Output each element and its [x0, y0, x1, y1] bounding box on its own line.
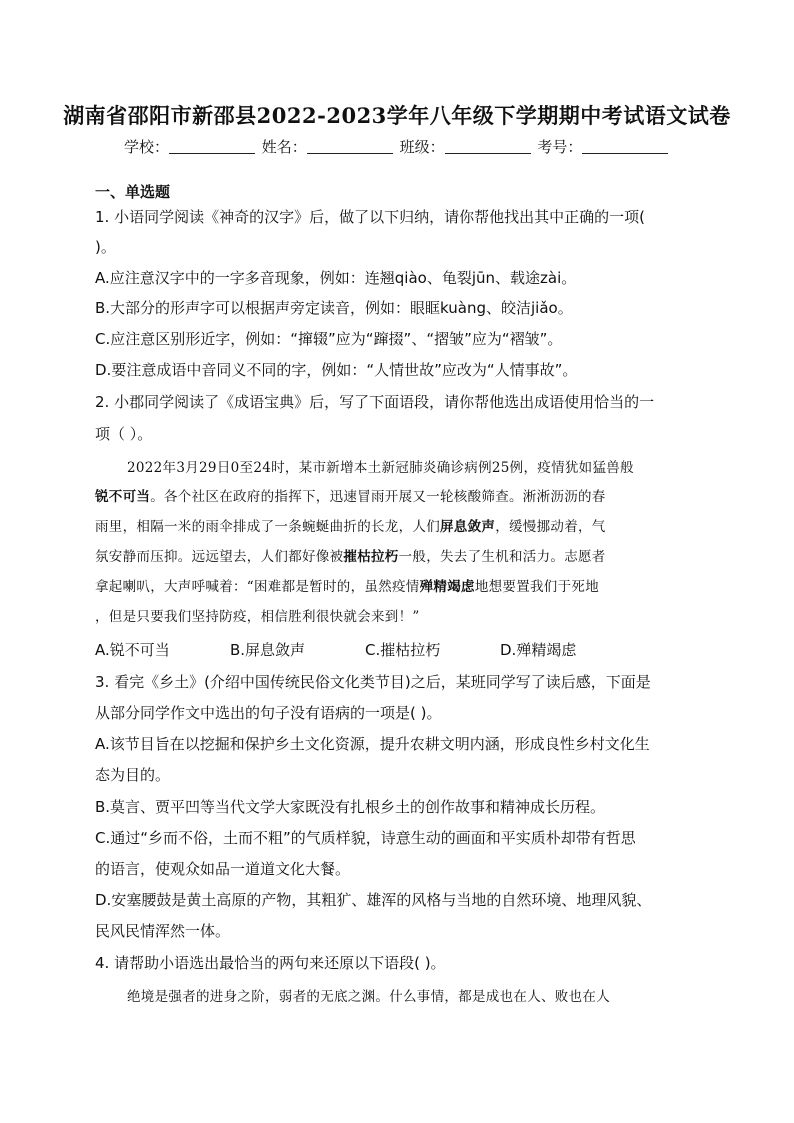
- name-blank: [307, 139, 393, 154]
- idiom-2: 屏息敛声: [440, 519, 496, 535]
- q4-stem: 4. 请帮助小语选出最恰当的两句来还原以下语段( )。: [95, 954, 446, 972]
- q2-passage-line4: 氛安静而压抑。远远望去，人们都好像被摧枯拉朽一般，失去了生机和活力。志愿者: [95, 549, 606, 565]
- section-heading: 一、单选题: [95, 183, 171, 201]
- q3-option-c-line1: C.通过“乡而不俗，土而不粗”的气质样貌，诗意生动的画面和平实质朴却带有哲思: [95, 829, 636, 847]
- q3-stem-line2: 从部分同学作文中选出的句子没有语病的一项是( )。: [95, 704, 442, 722]
- q1-stem-line1: 1. 小语同学阅读《神奇的汉字》后，做了以下归纳，请你帮他找出其中正确的一项(: [95, 208, 645, 226]
- school-label: 学校：: [124, 138, 170, 156]
- number-label: 考号：: [537, 138, 583, 156]
- idiom-1: 锐不可当: [95, 489, 151, 505]
- q2-option-c: C.摧枯拉朽: [365, 641, 441, 659]
- school-blank: [169, 139, 255, 154]
- class-label: 班级：: [399, 138, 445, 156]
- q2-passage-line3: 雨里，相隔一米的雨伞排成了一条蜿蜒曲折的长龙，人们屏息敛声，缓慢挪动着，气: [95, 519, 606, 535]
- number-blank: [582, 139, 668, 154]
- q2-passage-line2: 锐不可当。各个社区在政府的指挥下，迅速冒雨开展又一轮核酸筛查。淅淅沥沥的春: [95, 489, 606, 505]
- q1-stem-line2: )。: [95, 238, 116, 256]
- q2-passage-line5: 拿起喇叭，大声呼喊着：“困难都是暂时的，虽然疫情殚精竭虑地想要置我们于死地: [95, 579, 600, 595]
- q3-option-b: B.莫言、贾平凹等当代文学大家既没有扎根乡土的创作故事和精神成长历程。: [95, 798, 606, 816]
- name-label: 姓名：: [261, 138, 307, 156]
- student-info-row: [124, 136, 670, 157]
- q2-passage-line6: ，但是只要我们坚持防疫，相信胜利很快就会来到！”: [95, 609, 420, 625]
- q3-option-a-line1: A.该节目旨在以挖掘和保护乡土文化资源，提升农耕文明内涵，形成良性乡村文化生: [95, 735, 650, 753]
- q2-option-b: B.屏息敛声: [230, 641, 306, 659]
- q2-stem-line1: 2. 小郡同学阅读了《成语宝典》后，写了下面语段，请你帮他选出成语使用恰当的一: [95, 393, 655, 411]
- q1-option-a: A.应注意汉字中的一字多音现象，例如：连翘qiào、龟裂jūn、载途zài。: [95, 269, 577, 287]
- class-blank: [445, 139, 531, 154]
- q4-passage-line1: 绝境是强者的进身之阶，弱者的无底之渊。什么事情，都是成也在人、败也在人: [127, 989, 610, 1005]
- q3-option-d-line2: 民风民情浑然一体。: [95, 922, 231, 940]
- q3-option-c-line2: 的语言，使观众如品一道道文化大餐。: [95, 860, 351, 878]
- q1-option-c: C.应注意区别形近字，例如：“撺辍”应为“蹿掇”、“摺皱”应为“褶皱”。: [95, 330, 563, 348]
- q3-option-d-line1: D.安塞腰鼓是黄土高原的产物，其粗犷、雄浑的风格与当地的自然环境、地理风貌、: [95, 891, 652, 909]
- q2-passage-line1: 2022年3月29日0至24时，某市新增本土新冠肺炎确诊病例25例，疫情犹如猛兽般: [127, 460, 634, 476]
- q2-stem-line2: 项（ ）。: [95, 425, 153, 443]
- q1-option-b: B.大部分的形声字可以根据声旁定读音，例如：眼眶kuàng、皎洁jiǎo。: [95, 299, 573, 317]
- exam-title: 湖南省邵阳市新邵县2022-2023学年八年级下学期期中考试语文试卷: [63, 103, 731, 128]
- q2-option-d: D.殚精竭虑: [500, 641, 577, 659]
- q3-stem-line1: 3. 看完《乡土》(介绍中国传统民俗文化类节目)之后，某班同学写了读后感，下面是: [95, 673, 651, 691]
- q2-option-a: A.锐不可当: [95, 641, 170, 659]
- idiom-4: 殚精竭虑: [419, 579, 475, 595]
- idiom-3: 摧枯拉朽: [343, 549, 399, 565]
- q2-options-row: [95, 639, 635, 660]
- q3-option-a-line2: 态为目的。: [95, 766, 171, 784]
- q1-option-d: D.要注意成语中音同义不同的字，例如：“人情世故”应改为“人情事故”。: [95, 361, 578, 379]
